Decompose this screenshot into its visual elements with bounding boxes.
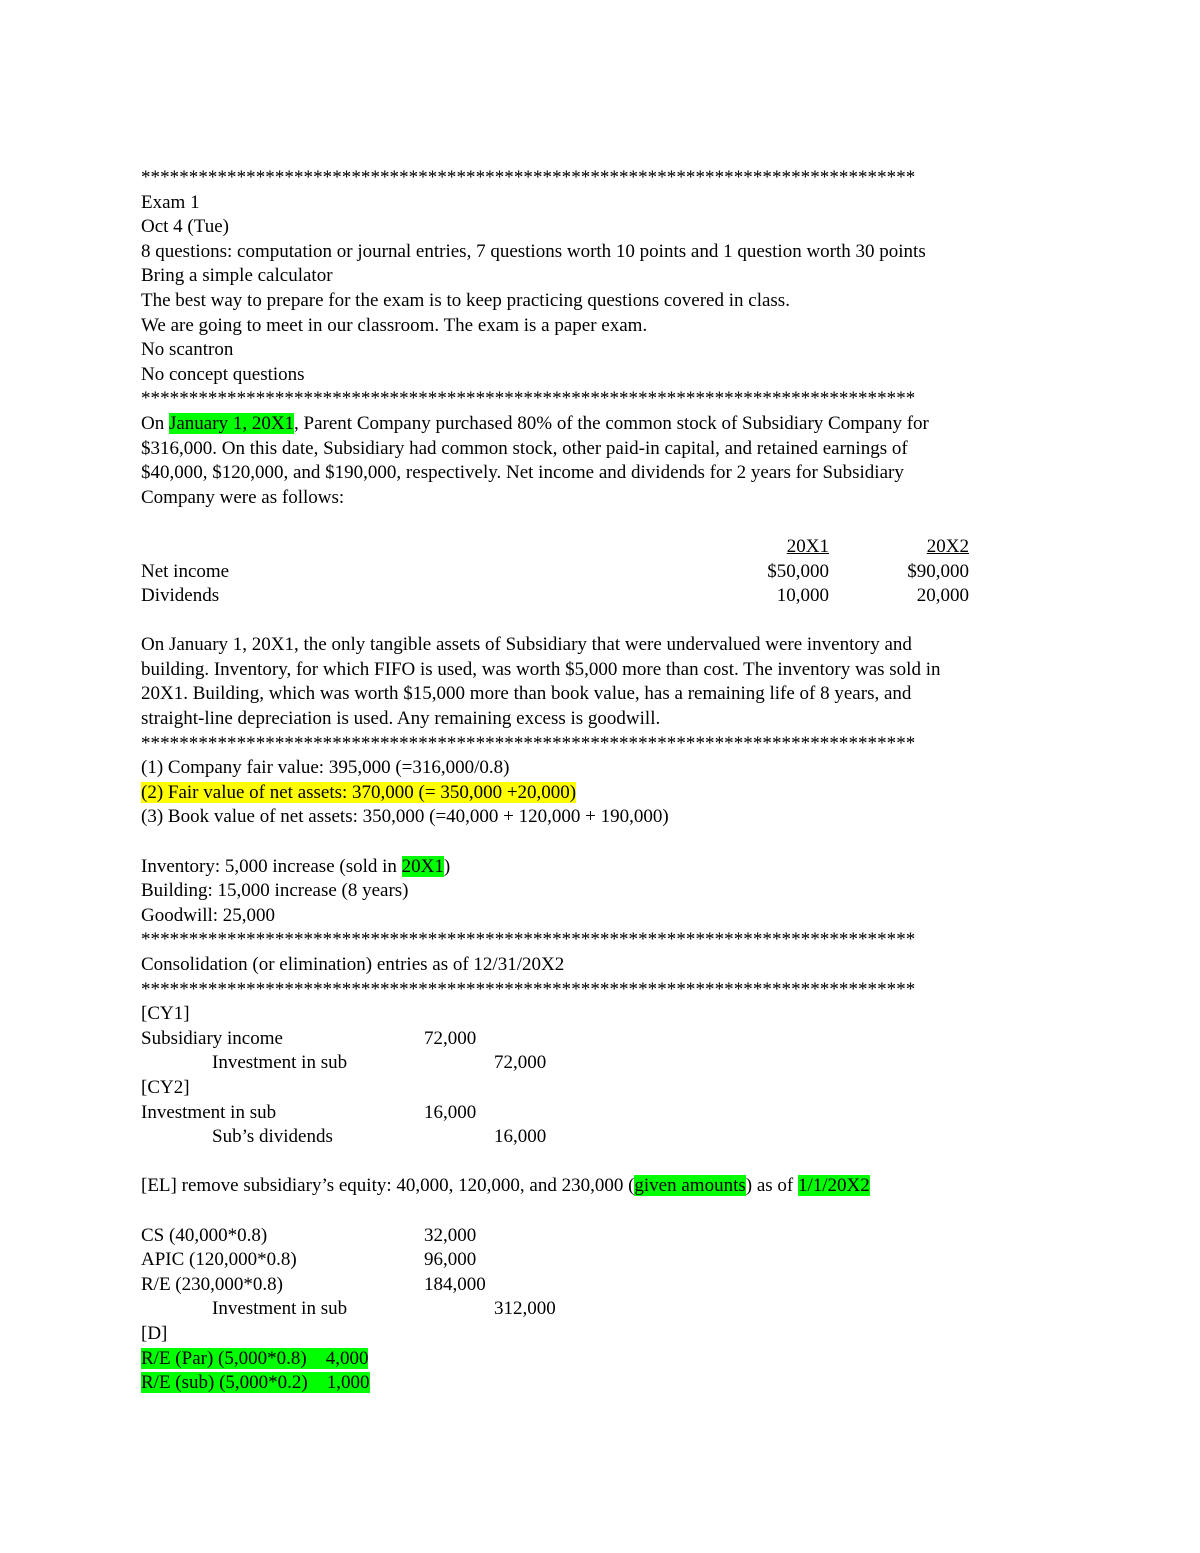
debit-account: CS (40,000*0.8) — [141, 1224, 268, 1246]
analysis-2 — [141, 781, 1071, 806]
d-line-2 — [141, 1371, 1071, 1396]
journal-row — [141, 1125, 1071, 1150]
entry-label-cy2: [CY2] — [141, 1076, 190, 1098]
separator: ********************************************************************************* — [141, 978, 916, 1000]
exam-scantron: No scantron — [141, 339, 234, 361]
analysis-1: (1) Company fair value: 395,000 (=316,000/0.8) — [141, 757, 510, 779]
problem-detail-1: On January 1, 20X1, the only tangible assets of Subsidiary that were undervalued were inventory and — [141, 634, 912, 656]
problem-detail-4: straight-line depreciation is used. Any remaining excess is goodwill. — [141, 708, 661, 730]
journal-row — [141, 1027, 1071, 1052]
debit-amount: 96,000 — [424, 1249, 477, 1271]
entry-label-d: [D] — [141, 1322, 168, 1344]
exam-date: Oct 4 (Tue) — [141, 216, 229, 238]
spacer — [141, 510, 1071, 535]
debit-amount: 16,000 — [424, 1101, 477, 1123]
debit-account: Investment in sub — [141, 1101, 277, 1123]
inventory-line — [141, 855, 1071, 880]
cell-20x1: 10,000 — [776, 585, 829, 607]
debit-amount: 32,000 — [424, 1224, 477, 1246]
cell-20x2: $90,000 — [907, 560, 969, 582]
inventory-text-end: ) — [443, 855, 451, 877]
spacer — [141, 1150, 1071, 1175]
exam-questions: 8 questions: computation or journal entries, 7 questions worth 10 points and 1 question worth 30 points — [141, 240, 926, 262]
credit-amount: 72,000 — [494, 1052, 547, 1074]
table-header-row — [141, 535, 1071, 560]
problem-line-4: Company were as follows: — [141, 486, 345, 508]
highlight-re-sub: R/E (sub) (5,000*0.2) 1,000 — [141, 1372, 370, 1394]
entry-label-cy1: [CY1] — [141, 1003, 190, 1025]
spacer — [141, 830, 1071, 855]
row-label: Net income — [141, 560, 230, 582]
exam-concept: No concept questions — [141, 363, 305, 385]
spacer — [141, 1199, 1071, 1224]
highlight-fair-value: (2) Fair value of net assets: 370,000 (= 350,000 +20,000) — [141, 781, 577, 803]
separator: ********************************************************************************* — [141, 929, 916, 951]
highlight-re-par: R/E (Par) (5,000*0.8) 4,000 — [141, 1347, 369, 1369]
problem-detail-3: 20X1. Building, which was worth $15,000 more than book value, has a remaining life of 8 years, and — [141, 683, 912, 705]
separator: ********************************************************************************* — [141, 167, 916, 188]
problem-line-2: $316,000. On this date, Subsidiary had common stock, other paid-in capital, and retained earnings of — [141, 437, 908, 459]
table-row — [141, 584, 1071, 609]
column-header-20x2: 20X2 — [926, 535, 969, 557]
journal-row — [141, 1297, 1071, 1322]
consolidation-title: Consolidation (or elimination) entries as of 12/31/20X2 — [141, 954, 565, 975]
document-page — [141, 166, 1071, 1396]
separator: ********************************************************************************* — [141, 732, 916, 754]
problem-line-1 — [141, 412, 1071, 437]
problem-text: On — [141, 412, 169, 434]
building-line: Building: 15,000 increase (8 years) — [141, 880, 409, 902]
credit-account: Investment in sub — [212, 1052, 348, 1074]
analysis-3: (3) Book value of net assets: 350,000 (=40,000 + 120,000 + 190,000) — [141, 806, 669, 828]
goodwill-line: Goodwill: 25,000 — [141, 904, 276, 926]
journal-row — [141, 1273, 1071, 1298]
credit-account: Sub’s dividends — [212, 1126, 333, 1148]
journal-row — [141, 1248, 1071, 1273]
highlight-year: 20X1 — [401, 855, 444, 877]
exam-classroom: We are going to meet in our classroom. The exam is a paper exam. — [141, 314, 648, 336]
exam-calculator: Bring a simple calculator — [141, 265, 333, 287]
credit-amount: 312,000 — [494, 1298, 556, 1320]
spacer — [141, 609, 1071, 634]
debit-amount: 184,000 — [424, 1273, 486, 1295]
problem-line-3: $40,000, $120,000, and $190,000, respectively. Net income and dividends for 2 years for Subsidiary — [141, 462, 904, 484]
separator: ********************************************************************************* — [141, 388, 916, 410]
problem-detail-2: building. Inventory, for which FIFO is used, was worth $5,000 more than cost. The inventory was sold in — [141, 658, 941, 680]
exam-title: Exam 1 — [141, 191, 200, 213]
debit-amount: 72,000 — [424, 1027, 477, 1049]
debit-account: Subsidiary income — [141, 1027, 283, 1049]
column-header-20x1: 20X1 — [786, 535, 829, 557]
debit-account: R/E (230,000*0.8) — [141, 1273, 283, 1295]
cell-20x2: 20,000 — [916, 585, 969, 607]
entry-label-el — [141, 1174, 1071, 1199]
highlight-date: January 1, 20X1 — [168, 412, 295, 434]
el-text-mid: ) as of — [745, 1175, 798, 1197]
journal-row — [141, 1101, 1071, 1126]
debit-account: APIC (120,000*0.8) — [141, 1249, 297, 1271]
el-text: [EL] remove subsidiary’s equity: 40,000, 120,000, and 230,000 ( — [141, 1175, 635, 1197]
row-label: Dividends — [141, 585, 220, 607]
d-line-1 — [141, 1347, 1071, 1372]
exam-prepare: The best way to prepare for the exam is to keep practicing questions covered in class. — [141, 289, 790, 311]
journal-row — [141, 1224, 1071, 1249]
credit-amount: 16,000 — [494, 1126, 547, 1148]
cell-20x1: $50,000 — [767, 560, 829, 582]
table-row — [141, 560, 1071, 585]
journal-row — [141, 1051, 1071, 1076]
highlight-date: 1/1/20X2 — [798, 1175, 870, 1197]
credit-account: Investment in sub — [212, 1298, 348, 1320]
inventory-text: Inventory: 5,000 increase (sold in — [141, 855, 402, 877]
highlight-given-amounts: given amounts — [634, 1175, 746, 1197]
problem-text: , Parent Company purchased 80% of the common stock of Subsidiary Company for — [294, 412, 929, 434]
